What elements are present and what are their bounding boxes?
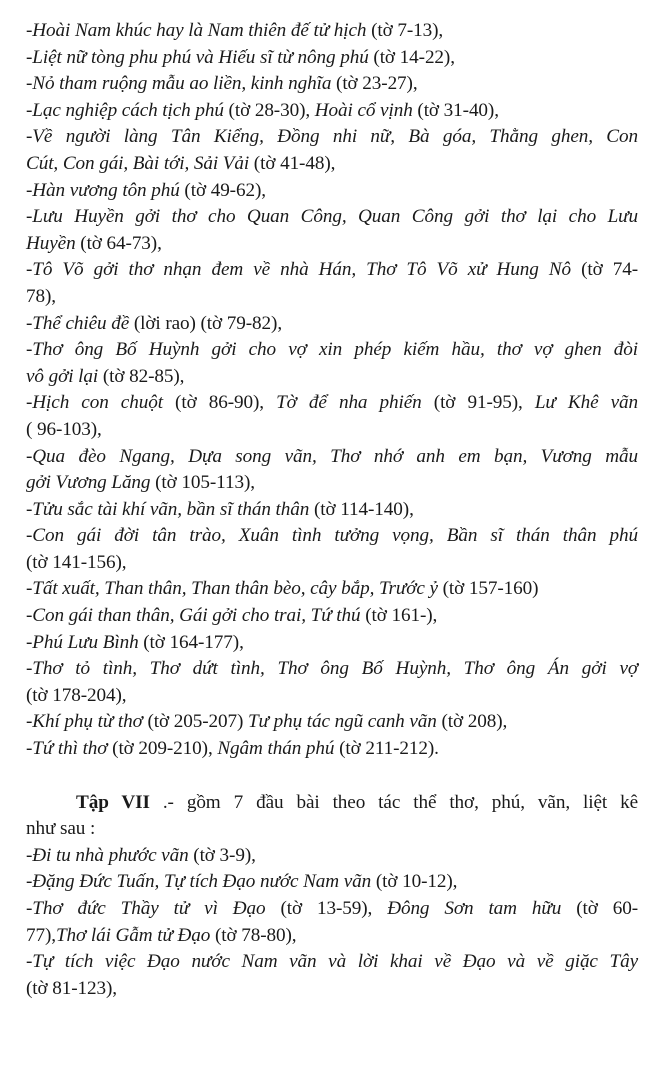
list-line — [26, 18, 638, 45]
list-line — [26, 124, 638, 151]
page-reference: (tờ 82-85), — [98, 365, 185, 387]
page-reference: (tờ 28-30), — [223, 99, 315, 121]
page-reference: (tờ 86-90), — [162, 392, 277, 414]
page-reference: (tờ 164-177), — [138, 631, 244, 653]
work-title: -Hịch con chuột — [26, 392, 163, 414]
work-title: -Lưu Huyền gởi thơ cho Quan Công, Quan Công gởi thơ lại cho Lưu — [26, 206, 638, 228]
list-line — [26, 550, 638, 577]
page-reference: (tờ 209-210), — [107, 738, 218, 760]
list-line — [26, 257, 638, 284]
page-reference: (tờ 205-207) — [142, 711, 248, 733]
work-title: -Thơ tỏ tình, Thơ dứt tình, Thơ ông Bố Huỳnh, Thơ ông Án gởi vợ — [26, 658, 638, 680]
work-title: Huyền — [26, 232, 76, 254]
work-title: Ngâm thán phú — [217, 738, 335, 760]
list-line — [26, 178, 638, 205]
work-title: Thơ lái Gẫm tử Đạo — [55, 924, 211, 946]
page-reference: (tờ 14-22), — [368, 46, 455, 68]
list-line — [26, 603, 638, 630]
page-reference: (tờ 64-73), — [75, 232, 162, 254]
page-reference: (tờ 78-80), — [210, 924, 297, 946]
work-title: -Đặng Đức Tuấn, Tự tích Đạo nước Nam vãn — [26, 871, 372, 893]
page-reference: (tờ 49-62), — [179, 179, 266, 201]
list-line — [26, 630, 638, 657]
work-title: -Khí phụ từ thơ — [26, 711, 143, 733]
document-page — [26, 18, 638, 1002]
list-line — [26, 417, 638, 444]
list-line — [26, 284, 638, 311]
work-title: -Liệt nữ tòng phu phú và Hiếu sĩ từ nông phú — [26, 46, 369, 68]
work-title: -Phú Lưu Bình — [26, 631, 139, 653]
list-line — [26, 45, 638, 72]
page-reference: (tờ 7-13), — [366, 20, 444, 41]
work-title: -Hoài Nam khúc hay là Nam thiên đế tử hịch — [26, 20, 367, 41]
page-reference: (tờ 157-160) — [437, 578, 539, 600]
page-reference: (tờ 141-156), — [26, 551, 127, 573]
volume-vii-title-list — [26, 843, 638, 1003]
list-line — [26, 337, 638, 364]
list-line — [26, 949, 638, 976]
list-line — [26, 523, 638, 550]
page-reference: (tờ 74- — [571, 259, 638, 281]
page-reference: (tờ 91-95), — [421, 392, 535, 414]
work-title: Tờ để nha phiến — [276, 392, 422, 414]
list-line — [26, 151, 638, 178]
page-reference: (tờ 23-27), — [331, 73, 418, 95]
list-line — [26, 444, 638, 471]
list-line — [26, 896, 638, 923]
page-reference: 77), — [26, 924, 56, 946]
page-reference: 78), — [26, 285, 56, 307]
page-reference: (tờ 161-), — [360, 605, 438, 627]
page-reference: (tờ 31-40), — [412, 99, 499, 121]
work-title: -Nỏ tham ruộng mẫu ao liền, kinh nghĩa — [26, 73, 332, 95]
page-reference: (tờ 105-113), — [150, 472, 255, 494]
list-line — [26, 976, 638, 1003]
work-title: -Tự tích việc Đạo nước Nam vãn và lời khai về Đạo và về giặc Tây — [26, 951, 638, 973]
paragraph-gap — [26, 763, 638, 790]
work-title: -Tứ thì thơ — [26, 738, 108, 760]
list-line — [26, 576, 638, 603]
list-line — [26, 709, 638, 736]
page-reference: (tờ 208), — [436, 711, 508, 733]
page-reference: (tờ 41-48), — [249, 152, 336, 174]
work-title: -Con gái than thân, Gái gởi cho trai, Tứ thú — [26, 605, 361, 627]
list-line — [26, 736, 638, 763]
page-reference: (tờ 3-9), — [188, 844, 256, 866]
volume-description-cont: như sau : — [26, 818, 96, 840]
volume-heading — [26, 790, 638, 817]
page-reference: (tờ 10-12), — [371, 871, 458, 893]
page-reference: (tờ 211-212). — [334, 738, 439, 760]
list-line — [26, 923, 638, 950]
work-title: -Đi tu nhà phước vãn — [26, 844, 189, 866]
work-title: -Qua đèo Ngang, Dựa song vãn, Thơ nhớ anh em bạn, Vương mẫu — [26, 445, 638, 467]
work-title: gởi Vương Lăng — [26, 472, 151, 494]
list-line — [26, 390, 638, 417]
work-title: -Con gái đời tân trào, Xuân tình tưởng vọng, Bần sĩ thán thân phú — [26, 525, 638, 547]
work-title: -Hàn vương tôn phú — [26, 179, 180, 201]
list-line — [26, 656, 638, 683]
work-title: Lư Khê vãn — [534, 392, 638, 414]
page-reference: (tờ 60- — [561, 898, 638, 919]
volume-vi-title-list — [26, 18, 638, 763]
list-line — [26, 98, 638, 125]
work-title: vô gởi lại — [26, 365, 99, 387]
work-title: -Tửu sắc tài khí vãn, bần sĩ thán thân — [26, 498, 310, 520]
list-line — [26, 869, 638, 896]
list-line — [26, 843, 638, 870]
work-title: -Về người làng Tân Kiểng, Đồng nhi nữ, Bà góa, Thằng ghen, Con — [26, 126, 638, 148]
work-title: -Tô Võ gởi thơ nhạn đem về nhà Hán, Thơ Tô Võ xử Hung Nô — [26, 259, 572, 281]
page-reference: (tờ 114-140), — [309, 498, 414, 520]
list-line — [26, 204, 638, 231]
work-title: Đông Sơn tam hữu — [387, 898, 562, 919]
work-title: -Lạc nghiệp cách tịch phú — [26, 99, 224, 121]
work-title: Tư phụ tác ngũ canh vãn — [247, 711, 437, 733]
work-title: -Tất xuất, Than thân, Than thân bèo, cây bắp, Trước ỷ — [26, 578, 438, 600]
page-reference: (tờ 81-123), — [26, 977, 118, 999]
list-line — [26, 231, 638, 258]
list-line — [26, 497, 638, 524]
list-line — [26, 364, 638, 391]
page-reference: (tờ 178-204), — [26, 684, 127, 706]
list-line — [26, 311, 638, 338]
work-title: Cút, Con gái, Bài tới, Sải Vải — [26, 152, 250, 174]
volume-description: .- gồm 7 đầu bài theo tác thể thơ, phú, vãn, liệt kê — [149, 791, 638, 813]
work-title: -Thơ ông Bố Huỳnh gởi cho vợ xin phép kiếm hầu, thơ vợ ghen đòi — [26, 339, 638, 361]
volume-label: Tập VII — [76, 791, 150, 813]
page-reference: ( 96-103), — [26, 418, 102, 440]
page-reference: (tờ 13-59), — [265, 898, 388, 919]
work-title: Hoài cổ vịnh — [314, 99, 413, 121]
list-line — [26, 683, 638, 710]
work-title: -Thơ đức Thầy tử vì Đạo — [26, 898, 266, 919]
page-reference: (lời rao) (tờ 79-82), — [129, 312, 283, 334]
list-line — [26, 71, 638, 98]
work-title: -Thể chiêu đề — [26, 312, 130, 334]
list-line — [26, 470, 638, 497]
